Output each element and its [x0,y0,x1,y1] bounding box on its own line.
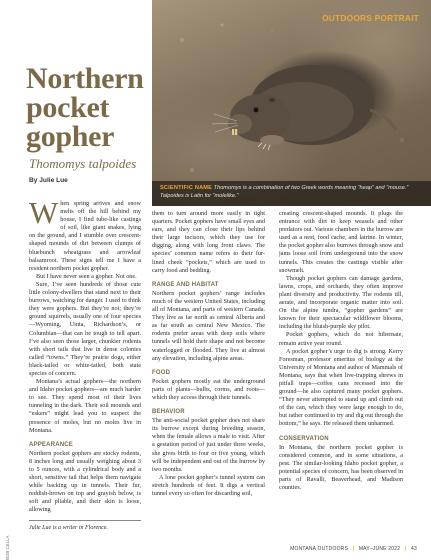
body-paragraph: Montana’s actual gophers—the northern and Idaho pocket gophers—are much harder to see. They spend most of their lives tunneling in the dark. Their soil mounds and “eskers” might lead you to suspect the presence of moles, but no moles live in Montana. [29,378,141,434]
caption-text: Thomomys is a combination of two Greek words meaning “heap” and “mouse.” Talpoides is Latin for “molelike.” [160,185,409,199]
gopher-illustration [152,0,431,206]
body-paragraph: The anti-social pocket gopher does not share its burrow except during breeding season, when the female allows a male to visit. After a gestation period of just under three weeks, she gives birth to four or five young, which will be independent and out of the burrow by two months. [152,417,265,473]
scientific-name: Thomomys talpoides [29,156,137,171]
body-paragraph: Pocket gophers mostly eat the underground parts of plants—bulbs, corms, and roots—which they access through their tunnels. [152,377,265,401]
body-paragraph: Sure, I’ve seen hundreds of those cute little colony-dwellers that stand next to their burrows, watching for danger. I used to think they were gophers. But they’re not; they’re ground squirrels, usually one of four species—Wyoming, Uinta, Richardson’s, or Columbian—that can be tough to tell apart. I’ve also seen those larger, chunkier rodents with short tails that live in dense colonies called “towns.” They’re prairie dogs, either black-tailed or white-tailed, both state species of concern. [29,280,141,377]
body-paragraph: A lone pocket gopher’s tunnel system can stretch hundreds of feet. It digs a vertical tunnel every so often for discarding soil, [152,473,265,497]
page-number: 43 [411,546,417,552]
issue-date: MAY–JUNE 2022 [358,546,401,552]
footer-separator: | [404,546,407,552]
heading-food: FOOD [152,369,171,376]
intro-paragraph [29,195,141,273]
photo-credit: BOB CELLA [5,535,10,560]
divider [29,520,141,521]
column-3 [279,210,403,492]
body-paragraph: Though pocket gophers can damage gardens, lawns, crops, and orchards, they often improve plant diversity and productivity. The rodents till, aerate, and incorporate organic matter into soil. On the alpine tundra, “gopher gardens” are known for their spectacular wildflower blooms, including the bluish-purple sky pilot. [279,274,403,331]
gopher-photo [152,0,431,206]
photo-caption [152,181,431,206]
byline: By Julie Lue [29,177,68,184]
body-paragraph: them to turn around more easily in tight quarters. Pocket gophers have small eyes and ears, and they can close their lips behind their large incisors, which they use for digging, along with long front claws. The species’ common name refers to their fur-lined cheek “pockets,” which are used to carry food and bedding. [152,210,265,274]
footer-separator: | [352,546,355,552]
page-footer [290,546,417,552]
article-title: Northern pocket gopher [26,62,144,153]
body-paragraph: Northern pocket gophers’ range includes much of the western United States, including all of Montana, and parts of western Canada. They live as far north as central Alberta and as far south as central New Mexico. The rodents prefer areas with deep soils where tunnels will hold their shape and not become waterlogged or flooded. They live at almost any elevation, including alpine areas. [152,289,265,362]
column-1 [29,195,141,532]
writer-note: Julie Lue is a writer in Florence. [29,524,108,531]
heading-appearance: APPEARANCE [29,441,74,448]
magazine-name: MONTANA OUTDOORS [290,546,349,552]
caption-label: SCIENTIFIC NAME [160,185,213,191]
body-paragraph: Northern pocket gophers are stocky rodents, 8 inches long and usually weighing about 3 to 5 ounces, with a cylindrical body and a short, sensitive tail that helps them navigate while backing up in tunnels. Their fur, reddish-brown on top and grayish below, is soft and pliable, and their skin is loose, allowing [29,449,141,514]
drop-cap: W [29,195,59,230]
body-paragraph: creating crescent-shaped mounds. It plugs the entrance with dirt to keep weasels and other predators out. Various chambers in the burrow are used as a nest, food cache, and latrine. In winter, the pocket gopher also burrows through snow and jams loose soil from underground into the snow tunnels. This creates the castings visible after snowmelt. [279,210,403,274]
heading-behavior: BEHAVIOR [152,409,185,416]
body-paragraph: But I have never seen a gopher. Not one. [36,272,137,280]
heading-conservation: CONSERVATION [279,435,329,442]
body-paragraph: Pocket gophers, which do not hibernate, remain active year round. [279,331,403,347]
heading-range-habitat: RANGE AND HABITAT [152,281,219,288]
section-tag: OUTDOORS PORTRAIT [322,13,419,23]
body-paragraph: A pocket gopher’s urge to dig is strong. Kerry Foresman, professor emeritus of biology at the University of Montana and author of Mammals of Montana, says that when live-trapping shrews in pitfall traps—coffee cans recessed into the ground—he also captured many pocket gophers. “They never attempted to stand up and climb out of the can, which they were large enough to do, but rather continued to try and dig out through the bottom,” he says. He released them unharmed. [279,347,403,428]
body-paragraph: In Montana, the northern pocket gopher is considered common, and in some situations, a pest. The similar-looking Idaho pocket gopher, a potential species of concern, has been observed in parts of Ravalli, Beaverhead, and Madison counties. [279,443,403,492]
intro-text: hen spring arrives and snow melts off the hill behind my house, I find tube-like castings of soil, like giant snakes, lying on the ground, and I stumble over crescent-shaped mounds of dirt between clumps of bluebunch wheatgrass and arrowleaf balsamroot. These signs tell me I have a resident northern pocket gopher. [29,200,141,272]
column-2 [152,210,265,498]
